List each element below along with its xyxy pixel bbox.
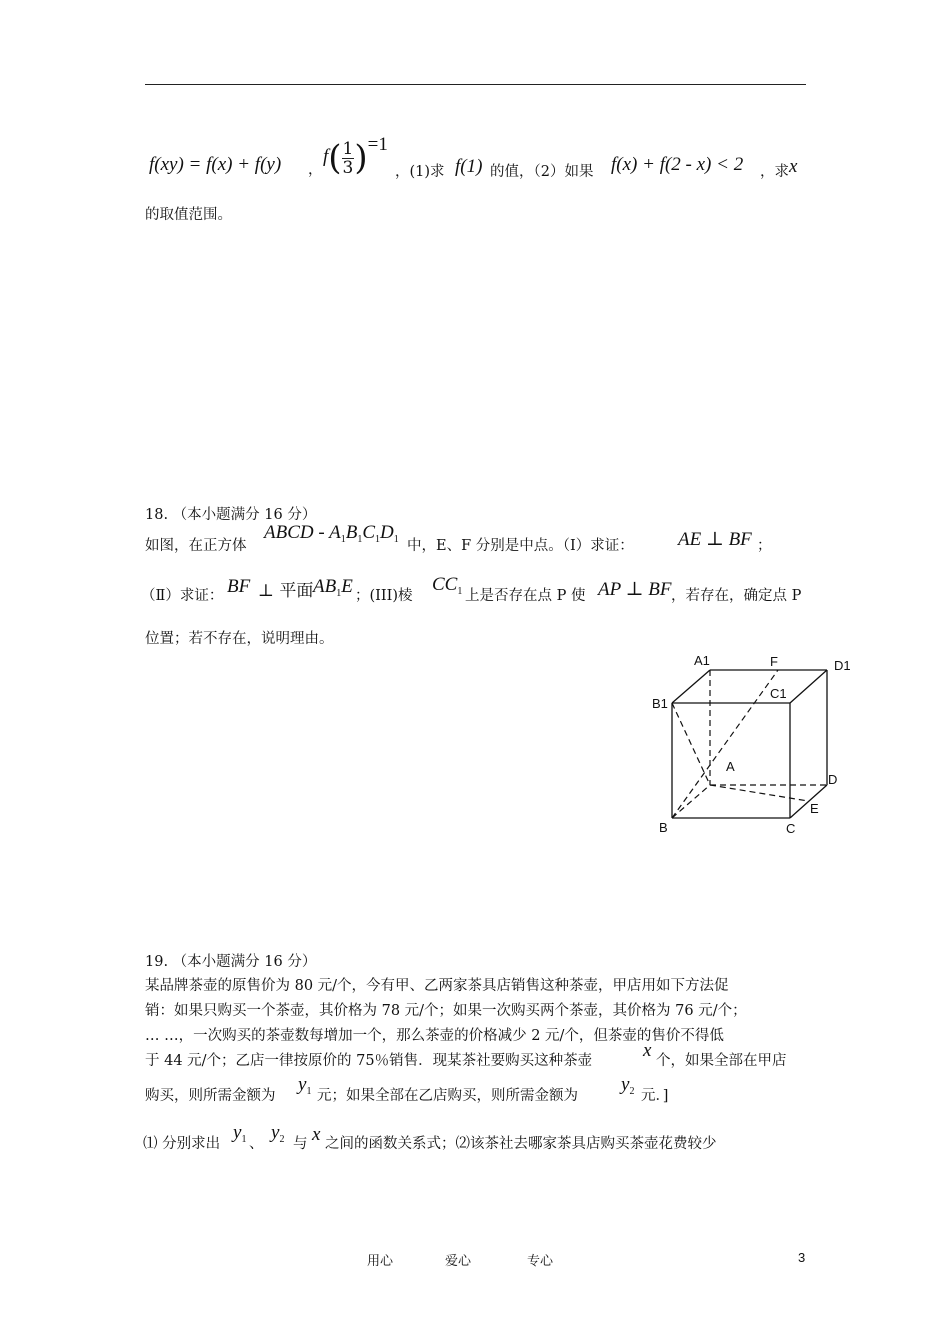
edge-b1-a1 <box>672 670 710 703</box>
edge-c1-d1 <box>790 670 827 703</box>
label-d: D <box>828 772 838 787</box>
page-number: 3 <box>798 1250 806 1265</box>
footer-word-3: 专心 <box>527 1254 554 1269</box>
q18-line3: 位置；若不存在，说明理由。 <box>145 631 334 647</box>
q19-line1: 某品牌茶壶的原售价为 80 元/个，今有甲、乙两家茶具店销售这种茶壶，甲店用如下方法促 <box>145 978 729 994</box>
q17-line2: 的取值范围。 <box>145 207 232 223</box>
segment-ae <box>710 785 808 801</box>
footer-word-2: 爱心 <box>445 1254 472 1269</box>
label-a: A <box>726 759 735 774</box>
label-e: E <box>810 801 819 816</box>
cube-name: ABCD - $A_1B_1C_1D_1$ <box>264 522 399 545</box>
q18-header: 18. （本小题满分 16 分） <box>145 507 317 523</box>
f-one-third-equation: f( $\frac{1}{3}$ )=1 <box>323 134 388 178</box>
q19-line2: 销：如果只购买一个茶壶，其价格为 78 元/个；如果一次购买两个茶壶，其价格为 76 元/个； <box>145 1003 747 1019</box>
label-a1: A1 <box>694 653 710 668</box>
q19-header: 19. （本小题满分 16 分） <box>145 954 317 970</box>
label-c1: C1 <box>770 686 787 701</box>
cube-figure <box>640 650 870 840</box>
inequality: f(x) + f(2 - x) < 2 <box>611 154 744 175</box>
vertex-labels <box>652 653 851 836</box>
edge-b-a-hidden <box>672 785 710 818</box>
label-c: C <box>786 821 796 836</box>
q19-line3: … …，一次购买的茶壶数每增加一个，那么茶壶的价格减少 2 元/个，但茶壶的售价不得低 <box>145 1028 724 1044</box>
functional-equation: f(xy) = f(x) + f(y) <box>149 154 282 175</box>
edge-c-d <box>790 785 827 818</box>
label-f: F <box>770 654 778 669</box>
footer-word-1: 用心 <box>367 1254 394 1269</box>
label-b1: B1 <box>652 696 668 711</box>
label-b: B <box>659 820 668 835</box>
segment-bf <box>672 670 778 818</box>
label-d1: D1 <box>834 658 851 673</box>
header-rule <box>145 84 806 85</box>
